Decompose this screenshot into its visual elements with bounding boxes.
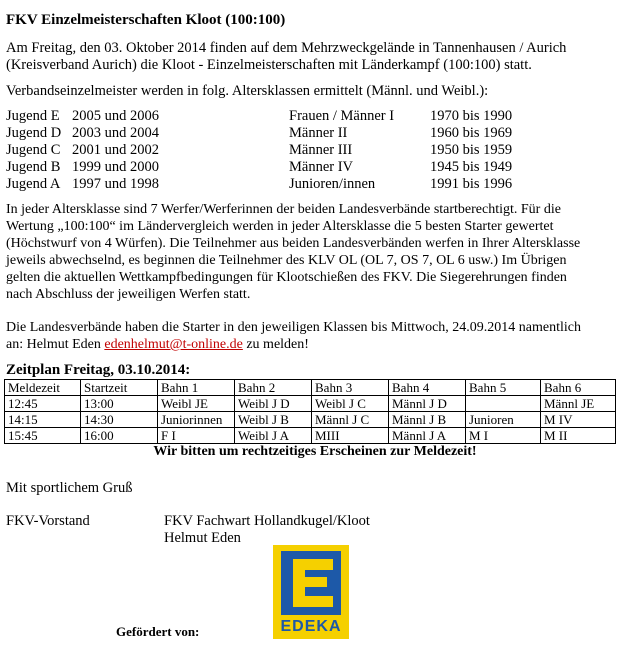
rules-line: gelten die aktuellen Wettkampfbedingungen für Klootschießen des FKV. Die Siegerehrungen finden (6, 270, 567, 285)
table-row (5, 412, 616, 428)
table-cell: Weibl J D (235, 396, 312, 412)
header-cell: Meldezeit (5, 380, 81, 396)
verband-text: Verbandseinzelmeister werden in folg. Altersklassen ermittelt (Männl. und Weibl.): (6, 83, 489, 99)
rules-line: jeweils abwechselnd, es beginnen die Teilnehmer des KLV OL (OL 7, OS 7, OL 6 usw.) Im Übrigen (6, 253, 567, 268)
intro-line: Am Freitag, den 03. Oktober 2014 finden auf dem Mehrzweckgelände in Tannenhausen / Aurich (6, 40, 567, 56)
deadline-line-2 (6, 336, 618, 353)
header-cell: Startzeit (81, 380, 158, 396)
class-name: Jugend A (6, 176, 61, 192)
table-cell: Weibl JE (158, 396, 235, 412)
class-years: 2001 und 2002 (72, 142, 159, 158)
class-name: Männer III (289, 142, 353, 158)
class-name: Jugend E (6, 108, 60, 124)
table-cell: MIII (312, 428, 389, 444)
table-cell: Männl J C (312, 412, 389, 428)
class-years: 1950 bis 1959 (430, 142, 513, 158)
class-years: 1991 bis 1996 (430, 176, 513, 192)
class-name: Frauen / Männer I (289, 108, 395, 124)
signature-left: FKV-Vorstand (6, 513, 90, 529)
table-cell: Junioren (466, 412, 541, 428)
greeting: Mit sportlichem Gruß (6, 480, 133, 496)
header-cell: Bahn 4 (389, 380, 466, 396)
table-cell: 14:15 (5, 412, 81, 428)
sponsor-label: Gefördert von: (116, 624, 200, 639)
deadline-suffix: zu melden! (242, 337, 309, 352)
rules-line: nach Abschluss der jeweiligen Werfen statt. (6, 287, 251, 302)
table-cell: F I (158, 428, 235, 444)
table-cell: Weibl J B (235, 412, 312, 428)
edeka-logo (273, 545, 349, 639)
header-cell: Bahn 1 (158, 380, 235, 396)
document-title: FKV Einzelmeisterschaften Kloot (100:100) (6, 12, 286, 28)
class-years: 1960 bis 1969 (430, 125, 513, 141)
schedule-table (4, 379, 616, 444)
rules-line: Wertung „100:100“ im Ländervergleich werden in jeder Altersklasse die 5 besten Starter gewertet (6, 219, 554, 234)
signature-name: Helmut Eden (164, 530, 241, 546)
class-name: Jugend B (6, 159, 61, 175)
class-name: Männer IV (289, 159, 354, 175)
logo-e-bottom (293, 596, 333, 607)
table-cell: Männl JE (541, 396, 616, 412)
header-cell: Bahn 5 (466, 380, 541, 396)
table-cell: M I (466, 428, 541, 444)
class-years: 1945 bis 1949 (430, 159, 513, 175)
deadline-line: Die Landesverbände haben die Starter in den jeweiligen Klassen bis Mittwoch, 24.09.2014 namentlich (6, 320, 582, 335)
deadline-paragraph (6, 319, 618, 353)
table-cell: 16:00 (81, 428, 158, 444)
logo-e-middle (293, 577, 327, 587)
schedule-title: Zeitplan Freitag, 03.10.2014: (6, 362, 191, 378)
header-cell: Bahn 3 (312, 380, 389, 396)
logo-e-top (293, 559, 333, 570)
rules-line: (Höchstwurf von 4 Würfen). Die Teilnehmer aus beiden Landesverbänden werfen in Ihrer Altersklasse (6, 236, 581, 251)
header-cell: Bahn 2 (235, 380, 312, 396)
signature-title: FKV Fachwart Hollandkugel/Kloot (164, 513, 370, 529)
deadline-prefix: an: Helmut Eden (6, 337, 105, 352)
table-cell: 14:30 (81, 412, 158, 428)
logo-text: EDEKA (280, 618, 342, 635)
table-cell: Juniorinnen (158, 412, 235, 428)
rules-line: In jeder Altersklasse sind 7 Werfer/Werferinnen der beiden Landesverbände startberechtigt. Für die (6, 202, 561, 217)
table-cell: 12:45 (5, 396, 81, 412)
header-cell: Bahn 6 (541, 380, 616, 396)
class-years: 1997 und 1998 (72, 176, 159, 192)
table-header-row (5, 380, 616, 396)
table-row (5, 396, 616, 412)
email-link[interactable]: edenhelmut@t-online.de (104, 337, 243, 352)
table-cell: Weibl J C (312, 396, 389, 412)
table-cell: Männl J B (389, 412, 466, 428)
class-years: 1970 bis 1990 (430, 108, 513, 124)
intro-line: (Kreisverband Aurich) die Kloot - Einzelmeisterschaften mit Länderkampf (100:100) statt. (6, 57, 532, 73)
table-row (5, 428, 616, 444)
class-name: Männer II (289, 125, 348, 141)
class-name: Jugend D (6, 125, 62, 141)
class-years: 2003 und 2004 (72, 125, 159, 141)
class-name: Junioren/innen (289, 176, 376, 192)
table-cell: Männl J A (389, 428, 466, 444)
class-years: 1999 und 2000 (72, 159, 159, 175)
class-name: Jugend C (6, 142, 61, 158)
intro-paragraph (6, 40, 618, 74)
class-years: 2005 und 2006 (72, 108, 159, 124)
table-cell: 15:45 (5, 428, 81, 444)
notice-text: Wir bitten um rechtzeitiges Erscheinen zur Meldezeit! (153, 444, 477, 459)
rules-paragraph (6, 201, 618, 303)
table-cell: 13:00 (81, 396, 158, 412)
table-cell: Weibl J A (235, 428, 312, 444)
table-cell (466, 396, 541, 412)
table-cell: M IV (541, 412, 616, 428)
table-cell: Männl J D (389, 396, 466, 412)
table-cell: M II (541, 428, 616, 444)
